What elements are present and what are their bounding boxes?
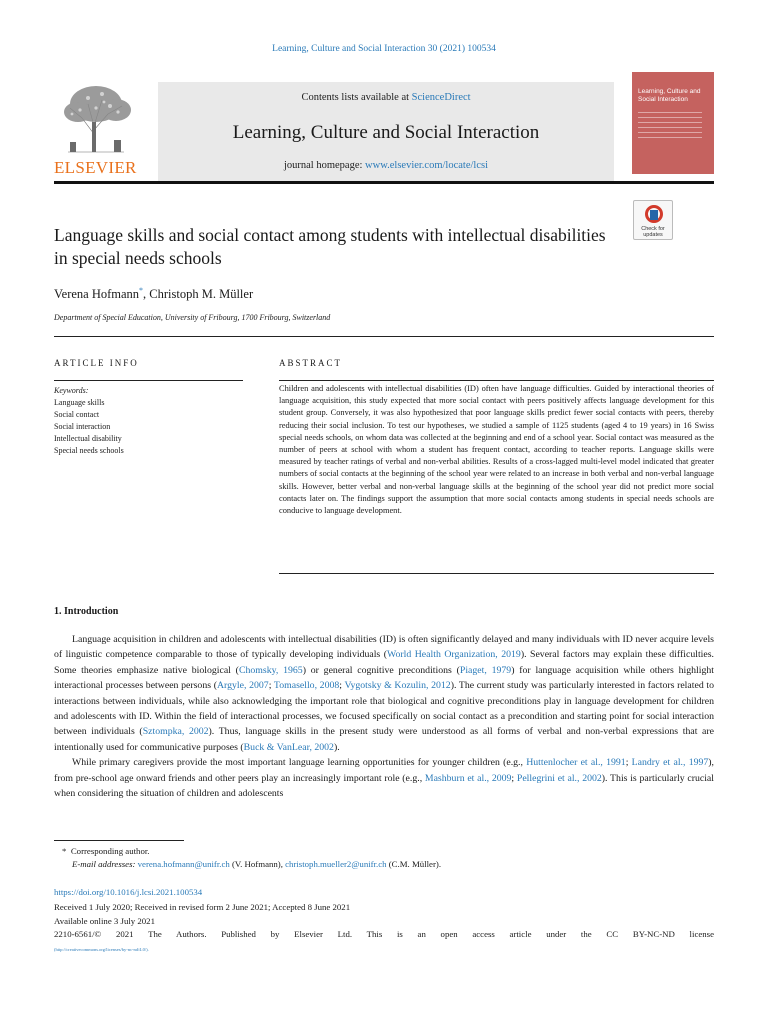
text: ). <box>333 741 340 753</box>
email-note <box>54 858 714 871</box>
text: ). Several factors may explain these difficulties. Some theories emphasize native biological ( <box>54 649 714 676</box>
abstract-text: Children and adolescents with intellectual disabilities (ID) often have language difficulties. Guided by interactional theories of language acquisition, this study expected that more social contact with peers positively affects language development for this student group. Conversely, it was also hypothesized that poor language skills predict fewer social contacts with peers, thereby reducing their social inclusion. To test our hypotheses, we studied a sample of 1125 students (aged 4 to 19 years) in 16 Swiss special needs schools, on whom data was collected at the beginning and end of a school year. Social contact was measured as the number of peers at school with whom a student has frequent contact, according to teacher reports. Language skills were measured by teacher ratings of verbal and non-verbal abilities. Results of a cross-lagged multi-level model indicated that greater numbers of social contacts at the beginning of the school year were related to an increase in both verbal and non-verbal language skills. However, better verbal and non-verbal language skills at the beginning of the school year did not predict more social contacts later on. The findings support the assumption that more social contacts among students in special needs schools are conducive to language development. <box>279 384 714 516</box>
email-link[interactable]: christoph.mueller2@unifr.ch <box>285 858 387 869</box>
text: (V. Hofmann), <box>229 858 286 869</box>
author-name[interactable]: Verena Hofmann <box>54 287 140 302</box>
text: ; <box>268 680 274 692</box>
corresponding-author-mark[interactable]: * <box>139 286 144 295</box>
text: ). The current study was particularly interested in factors related to interactions between individuals, while also acknowledging the important role that biological and cognitive preconditions play in language development for children and adolescents with ID. Within the field of interactional processes, we focused specifically on social contact as a precondition and starting point for social interaction between individuals ( <box>54 680 715 738</box>
text: ), from pre-school age onward friends and other peers play an increasingly important role (e.g., <box>54 757 715 784</box>
journal-masthead <box>54 72 714 176</box>
citation-link[interactable]: Sztompka, 2002 <box>142 726 209 738</box>
abstract-heading: ABSTRACT <box>279 358 343 368</box>
journal-cover-image[interactable] <box>632 72 714 174</box>
license-statement: 2210-6561/© 2021 The Authors. Published by Elsevier Ltd. This is an open access article under the CC BY-NC-ND license <box>54 929 714 939</box>
keyword: Intellectual disability <box>54 434 122 443</box>
journal-homepage-link[interactable]: www.elsevier.com/locate/lcsi <box>365 160 488 171</box>
introduction-body <box>54 632 714 801</box>
bookmark-icon <box>650 210 658 220</box>
email-link[interactable]: verena.hofmann@unifr.ch <box>137 858 230 869</box>
article-info-heading: ARTICLE INFO <box>54 358 139 368</box>
author-separator: , <box>143 287 150 302</box>
elsevier-tree-icon <box>58 82 134 154</box>
citation-link[interactable]: Landry et al., 1997 <box>631 757 709 769</box>
header-divider <box>54 336 714 337</box>
text: ; <box>339 680 345 692</box>
check-for-updates-label: Check for updates <box>641 226 665 238</box>
journal-banner <box>158 82 614 182</box>
keyword: Social interaction <box>54 422 111 431</box>
keyword: Special needs schools <box>54 446 124 455</box>
citation-link[interactable]: Huttenlocher et al., 1991 <box>526 757 626 769</box>
available-online: Available online 3 July 2021 <box>54 915 155 926</box>
citation-link[interactable]: Mashburn et al., 2009 <box>424 772 512 784</box>
journal-title: Learning, Culture and Social Interaction <box>232 122 540 143</box>
footnote-divider <box>54 840 184 841</box>
paragraph <box>54 632 714 755</box>
sciencedirect-link[interactable]: ScienceDirect <box>411 92 471 103</box>
keywords-block <box>54 385 243 457</box>
affiliation: Department of Special Education, University of Fribourg, 1700 Fribourg, Switzerland <box>54 313 331 322</box>
text: While primary caregivers provide the most important language learning opportunities for younger children (e.g., <box>72 757 527 769</box>
article-title: Language skills and social contact among students with intellectual disabilities in special needs schools <box>54 225 606 268</box>
text: ) for language acquisition while others highlight interactional processes between persons ( <box>54 664 714 692</box>
abstract-bottom-divider <box>279 573 714 574</box>
citation-link[interactable]: Tomasello, 2008 <box>273 680 340 692</box>
text: ; <box>625 757 632 769</box>
text: ) or general cognitive preconditions ( <box>302 664 460 676</box>
paragraph <box>54 755 714 801</box>
article-info-divider <box>54 380 243 381</box>
citation-link[interactable]: Chomsky, 1965 <box>238 664 303 676</box>
email-label: E-mail addresses: <box>72 858 136 869</box>
text: (C.M. Müller). <box>386 858 442 869</box>
citation-link[interactable]: Piaget, 1979 <box>459 664 512 676</box>
keywords-heading: Keywords: <box>54 386 89 395</box>
abstract-divider <box>279 380 714 381</box>
elsevier-wordmark: ELSEVIER <box>54 158 137 177</box>
introduction-heading: 1. Introduction <box>54 606 119 617</box>
text: Language acquisition in children and adolescents with intellectual disabilities (ID) is often significantly delayed and many individuals with ID never acquire levels of linguistic competence comparable to those of typically developing individuals ( <box>54 634 714 661</box>
citation-link[interactable]: Vygotsky & Kozulin, 2012 <box>344 680 451 692</box>
contents-prefix: Contents lists available at <box>301 92 412 103</box>
doi-link[interactable]: https://doi.org/10.1016/j.lcsi.2021.100534 <box>54 887 203 897</box>
contents-line <box>158 92 614 103</box>
citation-link[interactable]: Pellegrini et al., 2002 <box>516 772 602 784</box>
text: ). This is particularly crucial when considering the situation of children and adolescents <box>54 772 714 800</box>
cover-decoration <box>638 112 702 152</box>
keyword: Language skills <box>54 398 105 407</box>
history-dates: Received 1 July 2020; Received in revised form 2 June 2021; Accepted 8 June 2021 <box>54 902 351 912</box>
publication-history <box>54 901 714 956</box>
footnote-mark: * <box>62 846 67 856</box>
check-for-updates-button[interactable] <box>633 200 673 240</box>
footnotes <box>54 845 714 870</box>
homepage-line <box>158 160 614 171</box>
keyword: Social contact <box>54 410 100 419</box>
homepage-prefix: journal homepage: <box>283 160 366 171</box>
citation-link[interactable]: Buck & VanLear, 2002 <box>243 741 334 753</box>
license-link[interactable]: (http://creativecommons.org/licenses/by-nc-nd/4.0/). <box>54 946 149 952</box>
author-list <box>54 286 253 302</box>
cover-title: Learning, Culture and Social Interaction <box>638 88 701 103</box>
text: ). Thus, language skills in the present study were understood as all forms of verbal and non-verbal expressions that are intentionally used for communicative purposes ( <box>54 726 715 753</box>
elsevier-logo[interactable] <box>54 78 140 178</box>
corresponding-author-note <box>54 845 714 858</box>
running-head[interactable]: Learning, Culture and Social Interaction 30 (2021) 100534 <box>272 44 496 54</box>
citation-link[interactable]: World Health Organization, 2019 <box>387 649 521 661</box>
citation-link[interactable]: Argyle, 2007 <box>216 680 269 692</box>
text: ; <box>511 772 517 784</box>
footnote-text: Corresponding author. <box>70 846 150 856</box>
masthead-divider <box>54 181 714 184</box>
author-name[interactable]: Christoph M. Müller <box>149 287 254 302</box>
